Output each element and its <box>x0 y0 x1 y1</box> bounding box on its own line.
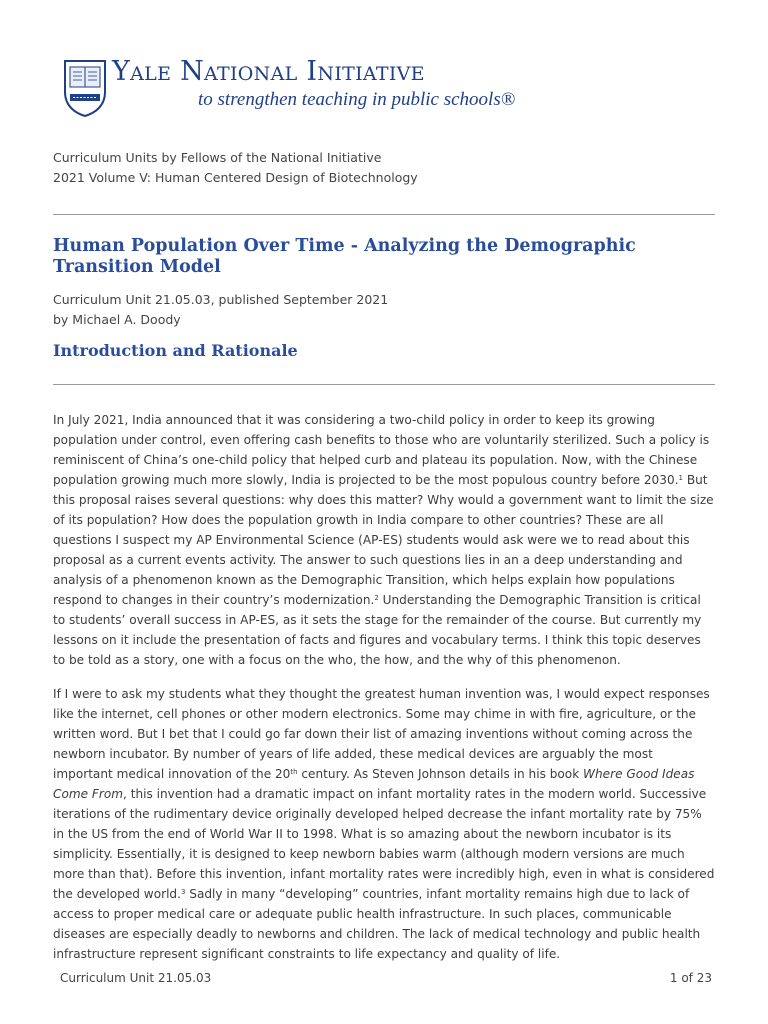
paragraph-1: In July 2021, India announced that it was considering a two-child policy in order to keep its growing population under control, even offering cash benefits to those who are voluntarily sterilized. Such a policy is reminiscent of China’s one-child policy that helped curb and plateau its population. Now, with the Chinese population growing much more slowly, India is projected to be the most populous country before 2030.$^1$ But this proposal raises several questions: why does this matter? Why would a government want to limit the size of its population? How does the population growth in India compare to other countries? These are all questions I suspect my AP Environmental Science (AP-ES) students would ask were we to read about this proposal as a current events activity. The answer to such questions lies in an a deep understanding and analysis of a phenomenon known as the Demographic Transition, which helps explain how populations respond to changes in their country’s modernization.$^2$ Understanding the Demographic Transition is critical to students’ overall success in AP-ES, as it sets the stage for the remainder of the course. But currently my lessons on it include the presentation of facts and figures and vocabulary terms. I think this topic deserves to be told as a story, one with a focus on the who, the how, and the why of this phenomenon. <box>53 413 714 667</box>
footnote-ref-2[interactable]: 2 <box>374 594 379 602</box>
yale-national-initiative-logo[interactable] <box>62 56 522 122</box>
footnote-ref-1[interactable]: 1 <box>678 474 683 482</box>
divider <box>53 384 715 385</box>
unit-title: Human Population Over Time - Analyzing the Demographic Transition Model <box>53 236 636 277</box>
footer-unit: Curriculum Unit 21.05.03 <box>60 971 212 985</box>
book-title: Where Good Ideas Come From <box>53 767 695 801</box>
series-line: Curriculum Units by Fellows of the National Initiative <box>53 150 382 165</box>
page-number: 1 of 23 <box>669 971 712 985</box>
volume-line: 2021 Volume V: Human Centered Design of Biotechnology <box>53 170 418 185</box>
section-title: Introduction and Rationale <box>53 341 298 360</box>
publication-line: Curriculum Unit 21.05.03, published September 2021 <box>53 292 389 307</box>
logo-tagline: to strengthen teaching in public schools® <box>198 89 516 110</box>
superscript-th: th <box>290 768 298 776</box>
divider <box>53 214 715 215</box>
author-line: by Michael A. Doody <box>53 312 181 327</box>
logo-title: Yale National Initiative <box>112 56 425 87</box>
footnote-ref-3[interactable]: 3 <box>180 888 186 896</box>
yale-shield-icon <box>62 58 108 118</box>
paragraph-2: If I were to ask my students what they thought the greatest human invention was, I would expect responses like the internet, cell phones or other modern electronics. Some may chime in with fire, agriculture, or the written word. But I bet that I could go far down their list of amazing inventions without coming across the newborn incubator. By number of years of life added, these medical devices are arguably the most important medical innovation of the 20th century. As Steven Johnson details in his book Where Good Ideas Come From, this invention had a dramatic impact on infant mortality rates in the modern world. Successive iterations of the rudimentary device originally developed helped decrease the infant mortality rate by 75% in the US from the end of World War II to 1998. What is so amazing about the newborn incubator is its simplicity. Essentially, it is designed to keep newborn babies warm (although modern versions are much more than that). Before this invention, infant mortality rates were incredibly high, even in what is considered the developed world.$^3$ Sadly in many “developing” countries, infant mortality remains high due to lack of access to proper medical care or adequate public health infrastructure. In such places, communicable diseases are especially deadly to newborns and children. The lack of medical technology and public health infrastructure represent significant constraints to life expectancy and quality of life. <box>53 687 715 961</box>
